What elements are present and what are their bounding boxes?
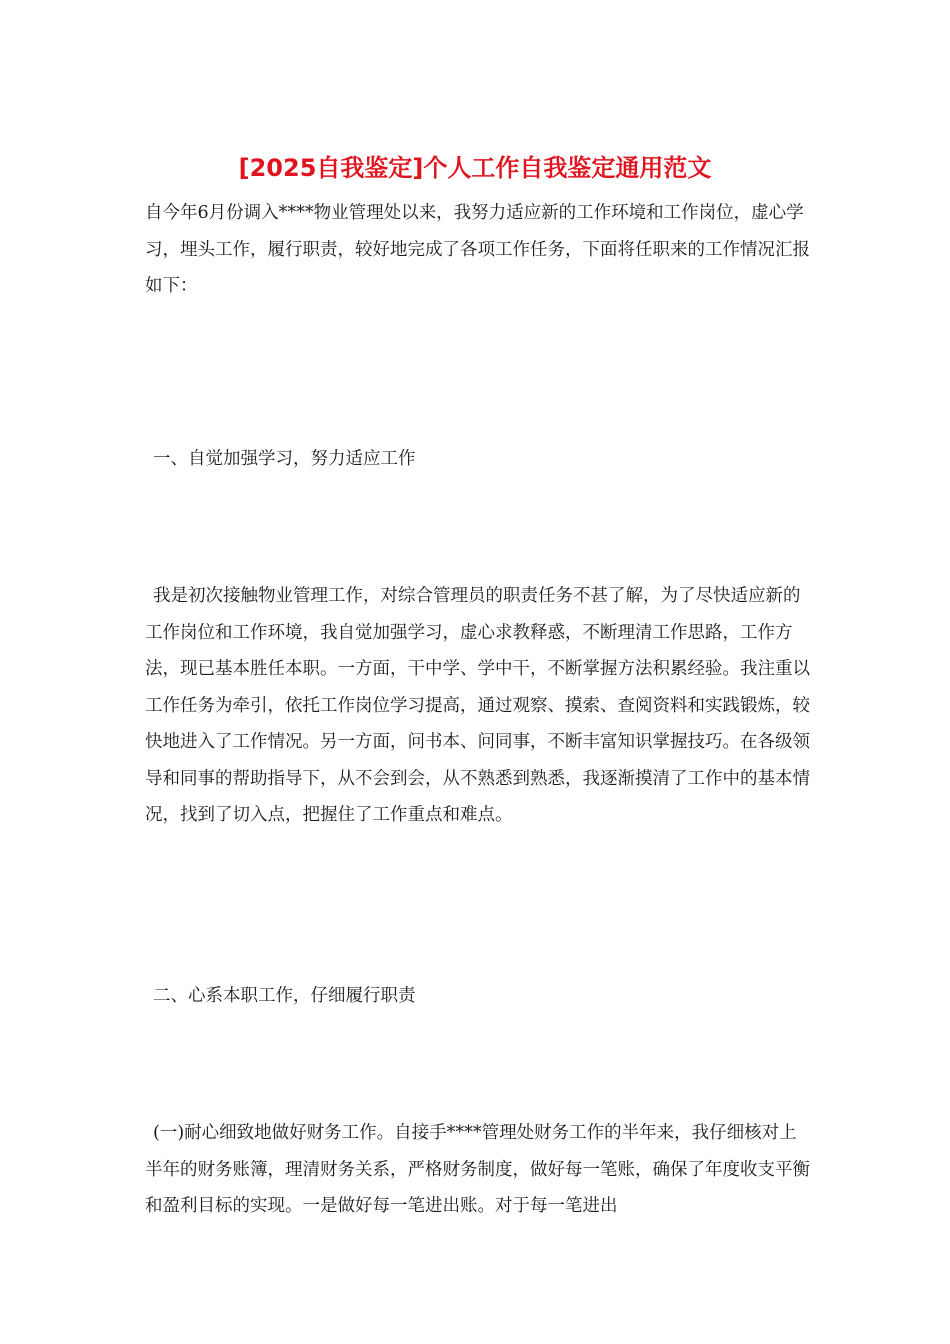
section-2-heading: 二、心系本职工作，仔细履行职责 (153, 986, 416, 1006)
intro-paragraph: 自今年6月份调入****物业管理处以来，我努力适应新的工作环境和工作岗位，虚心学习，埋头工作，履行职责，较好地完成了各项工作任务，下面将任职来的工作情况汇报如下： (145, 203, 810, 296)
section-1-paragraph: 我是初次接触物业管理工作，对综合管理员的职责任务不甚了解，为了尽快适应新的工作岗位和工作环境，我自觉加强学习，虚心求教释惑，不断理清工作思路，工作方法，现已基本胜任本职。一方面，干中学、学中干，不断掌握方法积累经验。我注重以工作任务为牵引，依托工作岗位学习提高，通过观察、摸索、查阅资料和实践锻炼，较快地进入了工作情况。另一方面，问书本、问同事，不断丰富知识掌握技巧。在各级领导和同事的帮助指导下，从不会到会，从不熟悉到熟悉，我逐渐摸清了工作中的基本情况，找到了切入点，把握住了工作重点和难点。 (145, 586, 810, 825)
section-1-heading: 一、自觉加强学习，努力适应工作 (153, 449, 416, 469)
section-2-paragraph: (一)耐心细致地做好财务工作。自接手****管理处财务工作的半年来，我仔细核对上半年的财务账簿，理清财务关系，严格财务制度，做好每一笔账，确保了年度收支平衡和盈利目标的实现。一是做好每一笔进出账。对于每一笔进出 (145, 1123, 810, 1216)
document-title: [2025自我鉴定]个人工作自我鉴定通用范文 (238, 154, 712, 182)
